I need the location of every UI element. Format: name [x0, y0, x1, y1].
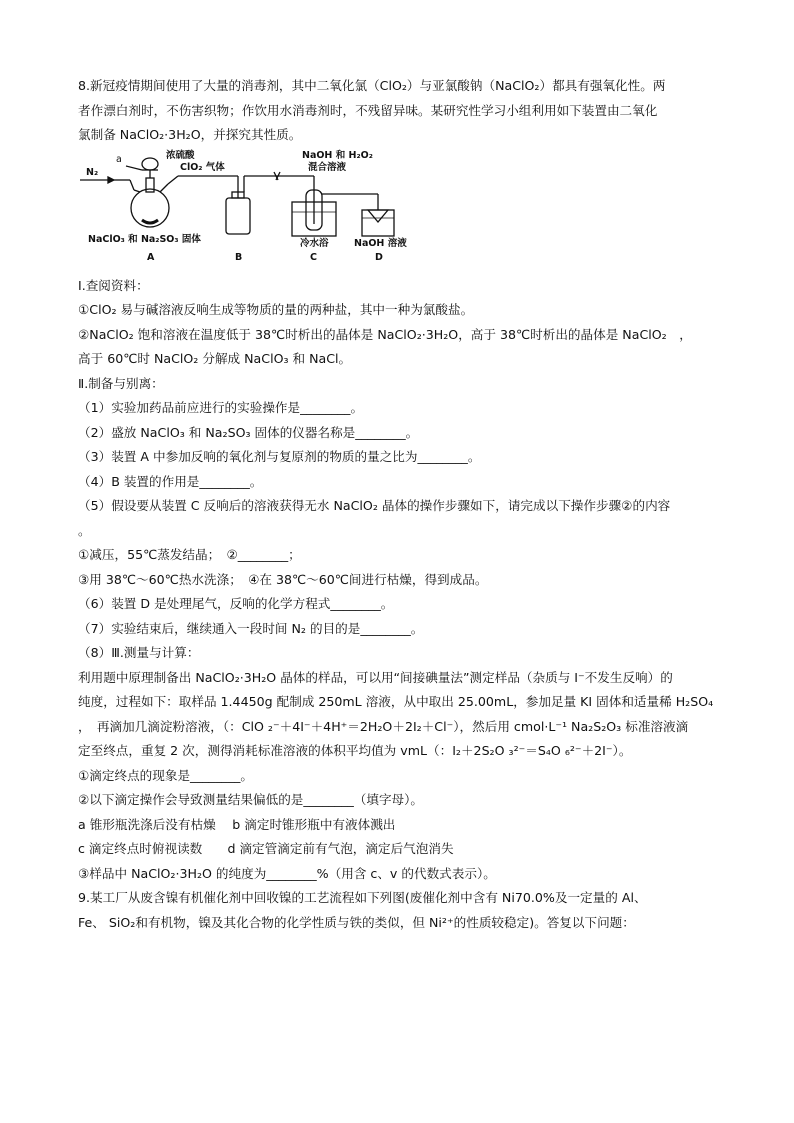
label-naoh-h2o2: NaOH 和 H₂O₂: [302, 149, 373, 161]
q8-line: ③用 38℃～60℃热水洗涤； ④在 38℃～60℃间进行枯燥，得到成品。: [78, 571, 488, 587]
q8-line: （7）实验结束后，继续通入一段时间 N₂ 的目的是________。: [78, 620, 424, 636]
q8-line: （2）盛放 NaClO₃ 和 Na₂SO₃ 固体的仪器名称是________。: [78, 424, 419, 440]
q8-line: c 滴定终点时俯视读数 d 滴定管滴定前有气泡，滴定后气泡消失: [78, 841, 454, 856]
q8-line: （6）装置 D 是处理尾气，反响的化学方程式________。: [78, 596, 394, 611]
label-D: D: [375, 251, 383, 263]
q8-line: ②NaClO₂ 饱和溶液在温度低于 38℃时析出的晶体是 NaClO₂·3H₂O，高于 38℃时析出的晶体是 NaClO₂ ，: [78, 326, 692, 342]
q8-line: ①滴定终点的现象是________。: [78, 767, 254, 783]
q8-line: Ⅱ.制备与别离：: [78, 375, 164, 391]
apparatus-diagram: [78, 150, 726, 268]
label-mixed-solution: 混合溶液: [308, 161, 347, 173]
question-9: [78, 886, 726, 935]
apparatus-drawing: [78, 150, 418, 268]
q8-line: a 锥形瓶洗涤后没有枯燥 b 滴定时锥形瓶中有液体溅出: [78, 816, 396, 832]
q8-intro-line: 者作漂白剂时，不伤害织物；作饮用水消毒剂时，不残留异味。某研究性学习小组利用如下装置由二氧化: [78, 102, 658, 118]
q8-line: （3）装置 A 中参加反响的氧化剂与复原剂的物质的量之比为________。: [78, 449, 481, 464]
q8-line: ， 再滴加几滴淀粉溶液，（：ClO ₂⁻＋4I⁻＋4H⁺＝2H₂O＋2I₂＋Cl⁻），然后用 cmol·L⁻¹ Na₂S₂O₃ 标准溶液滴: [78, 718, 689, 734]
q8-line: 高于 60℃时 NaClO₂ 分解成 NaClO₃ 和 NaCl。: [78, 351, 352, 366]
label-solids: NaClO₃ 和 Na₂SO₃ 固体: [88, 233, 201, 245]
q8-line: （5）假设要从装置 C 反响后的溶液获得无水 NaClO₂ 晶体的操作步骤如下，请完成以下操作步骤②的内容: [78, 498, 671, 513]
q8-line: ③样品中 NaClO₂·3H₂O 的纯度为________%（用含 c、v 的代数式表示）。: [78, 865, 496, 881]
q8-line: 纯度，过程如下：取样品 1.4450g 配制成 250mL 溶液，从中取出 25.00mL，参加足量 KI 固体和适量稀 H₂SO₄: [78, 694, 714, 709]
q8-line: Ⅰ.查阅资料：: [78, 277, 149, 293]
q8-intro-line: 氯制备 NaClO₂·3H₂O，并探究其性质。: [78, 127, 302, 142]
q8-line: （1）实验加药品前应进行的实验操作是________。: [78, 400, 364, 415]
label-n2: N₂: [86, 166, 99, 178]
label-naoh-solution: NaOH 溶液: [354, 237, 407, 249]
label-a: a: [116, 153, 122, 165]
q8-line: 利用题中原理制备出 NaClO₂·3H₂O 晶体的样品，可以用“间接碘量法”测定样品（杂质与 I⁻不发生反响）的: [78, 669, 673, 685]
label-cold-water-bath: 冷水浴: [300, 237, 329, 249]
q8-line: （4）B 装置的作用是________。: [78, 473, 263, 489]
q8-line: 定至终点，重复 2 次，测得消耗标准溶液的体积平均值为 vmL（：I₂＋2S₂O ₃²⁻＝S₄O ₆²⁻＋2I⁻）。: [78, 743, 632, 758]
label-A: A: [147, 251, 155, 263]
q8-line: ①ClO₂ 易与碱溶液反响生成等物质的量的两种盐，其中一种为氯酸盐。: [78, 302, 474, 317]
label-conc-acid: 浓硫酸: [166, 149, 195, 161]
label-C: C: [310, 251, 317, 263]
label-B: B: [235, 251, 243, 263]
q8-intro-line: 8.新冠疫情期间使用了大量的消毒剂，其中二氧化氯（ClO₂）与亚氯酸钠（NaClO₂）都具有强氧化性。两: [78, 78, 666, 93]
question-8: [78, 74, 726, 886]
q9-line: 9.某工厂从废含镍有机催化剂中回收镍的工艺流程如下列图(废催化剂中含有 Ni70.0%及一定量的 Al、: [78, 890, 647, 905]
q9-line: Fe、 SiO₂和有机物，镍及其化合物的化学性质与铁的类似，但 Ni²⁺的性质较稳定)。答复以下问题：: [78, 914, 635, 930]
page-content: [78, 74, 726, 935]
q8-line: （8）Ⅲ.测量与计算：: [78, 645, 200, 660]
q8-line: ①减压，55℃蒸发结晶； ②________；: [78, 547, 301, 562]
q8-line: 。: [78, 522, 91, 538]
q8-line: ②以下滴定操作会导致测量结果偏低的是________（填字母）。: [78, 792, 424, 807]
label-clo2-gas: ClO₂ 气体: [180, 161, 225, 173]
